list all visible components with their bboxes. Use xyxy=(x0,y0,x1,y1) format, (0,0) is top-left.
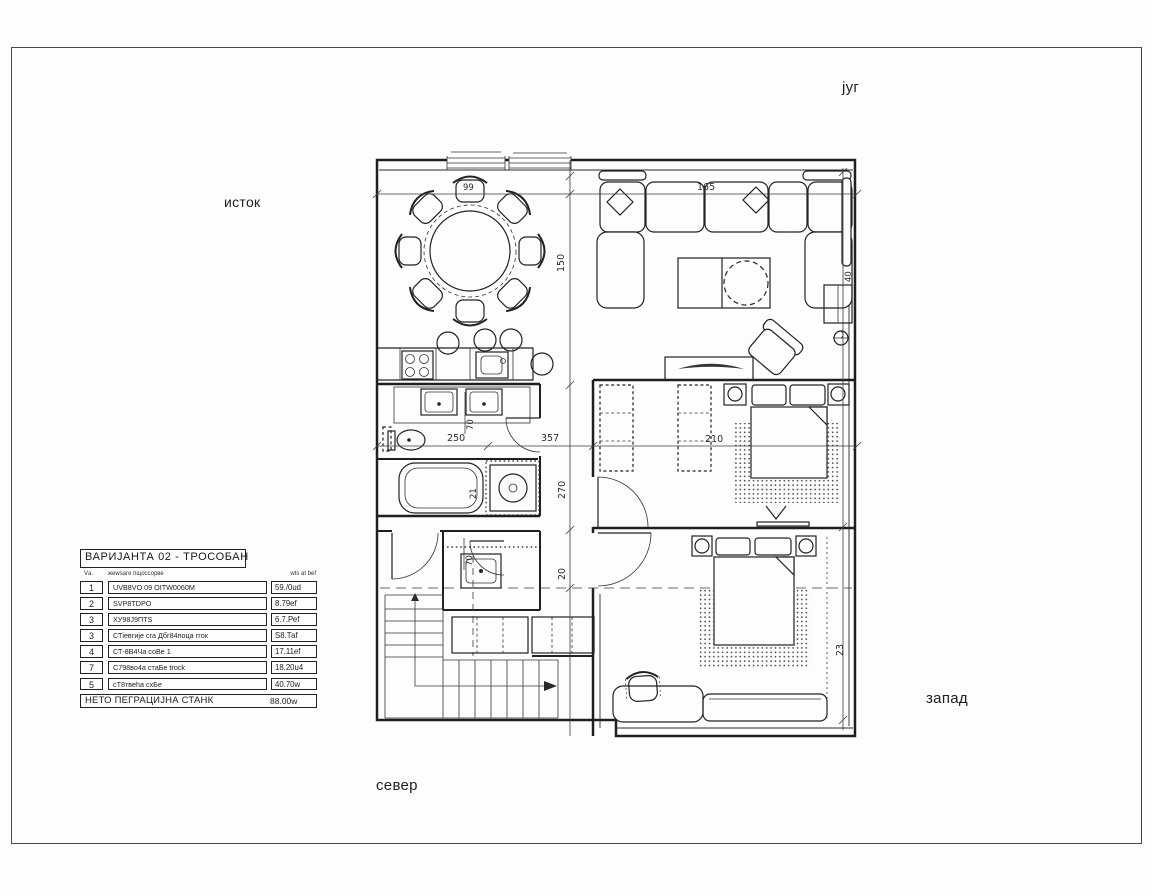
kitchen-sink xyxy=(476,352,508,378)
row-area: 17.11ef xyxy=(271,645,317,658)
row-area: 18.20u4 xyxy=(271,661,317,674)
dim-20: 20 xyxy=(557,567,568,580)
row-name: ХУ98Ј9ПТS xyxy=(108,613,267,626)
dim-150: 150 xyxy=(556,253,567,272)
bench xyxy=(613,686,703,722)
row-area: 8.79ef xyxy=(271,597,317,610)
wardrobe xyxy=(600,385,711,471)
legend-footer xyxy=(80,694,317,708)
bathtub xyxy=(399,463,483,513)
legend-title: ВАРИЈАНТА 02 - ТРОСОБАН xyxy=(80,549,246,568)
table-row xyxy=(80,613,318,626)
nightstand xyxy=(692,536,816,556)
table-row xyxy=(80,597,318,610)
tv-stand xyxy=(665,357,753,380)
toilet xyxy=(383,427,425,451)
washing-machine xyxy=(486,461,539,515)
compass-label-east: исток xyxy=(224,194,261,210)
row-no: 3 xyxy=(80,629,103,642)
stair-direction-arrow xyxy=(411,593,557,691)
legend-header xyxy=(80,571,318,581)
row-no: 7 xyxy=(80,661,103,674)
legend-table xyxy=(80,549,318,708)
window xyxy=(447,152,571,170)
table-row xyxy=(80,678,318,691)
dim-357: 357 xyxy=(541,433,560,444)
wc-sink xyxy=(447,547,537,588)
kitchen-counter xyxy=(377,348,533,380)
dim-99: 99 xyxy=(463,183,474,193)
row-area: S8.Таf xyxy=(271,629,317,642)
stove xyxy=(402,351,433,379)
footer-area: 88.00w xyxy=(270,695,298,706)
dim-70a: 70 xyxy=(466,419,476,430)
dim-250: 250 xyxy=(447,433,466,444)
desk xyxy=(703,694,827,721)
row-no: 4 xyxy=(80,645,103,658)
row-area: 40.70w xyxy=(271,678,317,691)
bed xyxy=(751,385,827,478)
row-area: 6.7.Реf xyxy=(271,613,317,626)
footer-label: НЕТО ПЕГРАЦИЈНА СТАНК xyxy=(85,695,214,707)
dining-chairs xyxy=(396,177,545,326)
row-area: 59./0ud xyxy=(271,581,317,594)
row-name: сТ8твеhа схБе xyxy=(108,678,267,691)
table-row xyxy=(80,645,318,658)
row-name: СТіевгије сга Дбг84поца ггок xyxy=(108,629,267,642)
wall-mirror-symbol xyxy=(757,506,809,526)
compass-label-north: север xyxy=(376,777,418,794)
compass-label-west: запад xyxy=(926,690,968,707)
legend-header-name: жеwsаге пщоссорве xyxy=(108,571,164,577)
coffee-table xyxy=(678,258,770,308)
dim-210: 210 xyxy=(705,434,724,445)
dim-165: 165 xyxy=(697,182,716,193)
bed xyxy=(714,538,794,645)
dim-21: 21 xyxy=(469,488,479,499)
compass-label-south: југ xyxy=(842,79,860,96)
dim-23: 23 xyxy=(835,643,846,656)
legend-header-no: Vа. xyxy=(84,571,94,577)
dim-40: 40 xyxy=(844,271,854,282)
row-no: 5 xyxy=(80,678,103,691)
row-name: СТ-8В4Ча соВе 1 xyxy=(108,645,267,658)
row-no: 3 xyxy=(80,613,103,626)
row-name: SVР8ТDРO xyxy=(108,597,267,610)
legend-header-area: wts at bef xyxy=(290,571,316,577)
row-name: UVВ8VO 09 ОIТW0060M xyxy=(108,581,267,594)
table-row xyxy=(80,661,318,674)
row-no: 1 xyxy=(80,581,103,594)
dim-270: 270 xyxy=(557,480,568,499)
dim-70b: 70 xyxy=(465,555,475,566)
table-row xyxy=(80,581,318,594)
reference-marker xyxy=(833,331,849,345)
table-row xyxy=(80,629,318,642)
dining-table xyxy=(424,205,516,297)
row-no: 2 xyxy=(80,597,103,610)
row-name: С798во4а стаБе trock xyxy=(108,661,267,674)
door-arc xyxy=(392,418,651,586)
